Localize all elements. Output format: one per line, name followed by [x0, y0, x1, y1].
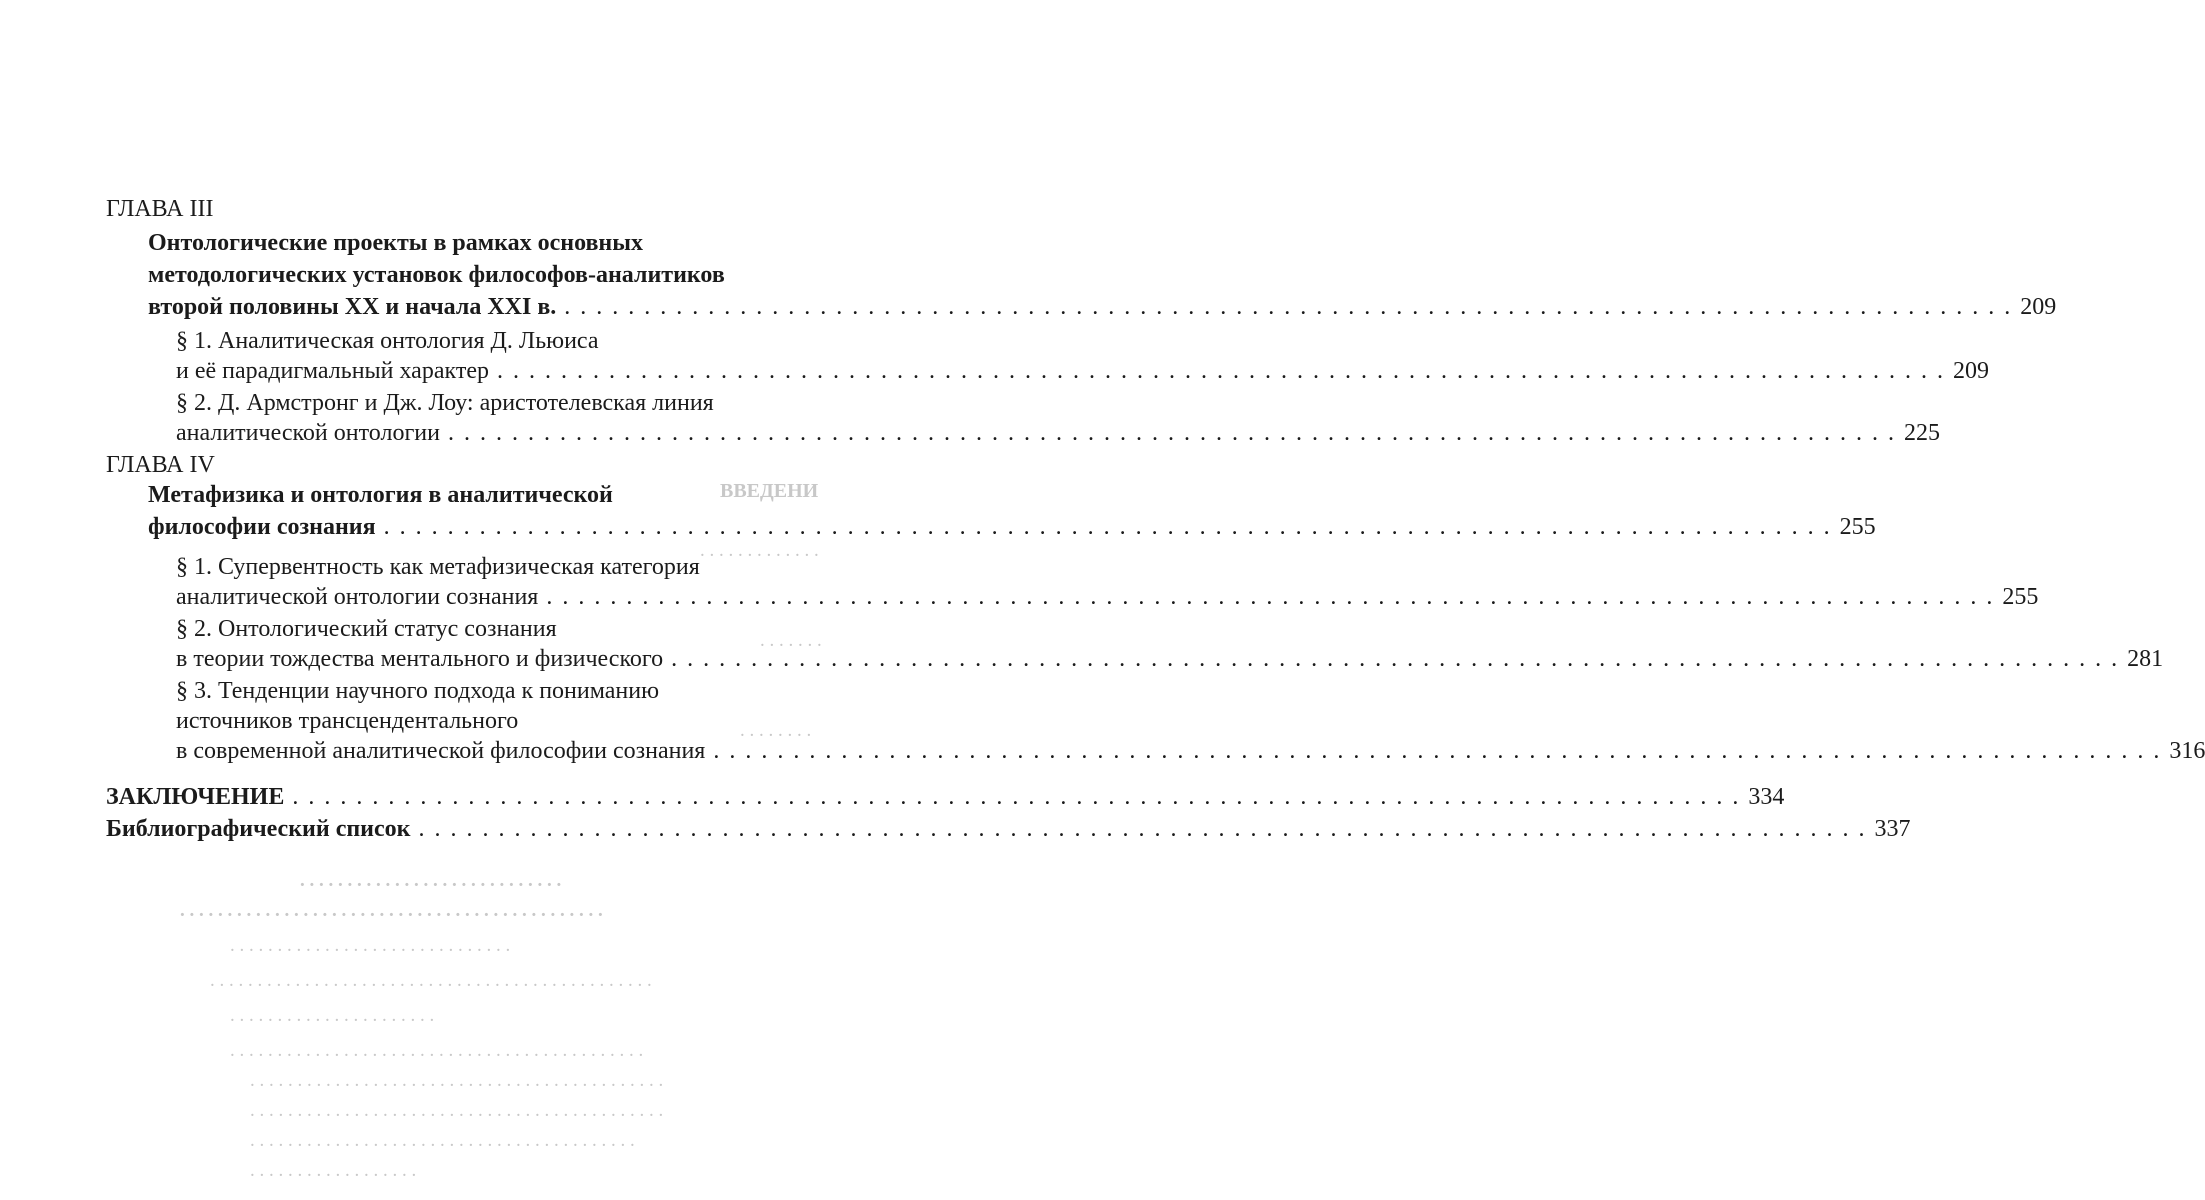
section-4-1-entry — [176, 582, 2039, 612]
ghost-text: . . . . . . . . . . . . . . . . . . . . . . . . . . . . . . — [230, 935, 511, 956]
chapter-4-label: ГЛАВА IV — [106, 452, 215, 478]
section-4-1-line-2: аналитической онтологии сознания — [176, 584, 539, 610]
section-4-1-line-1: § 1. Супервентность как метафизическая категория — [176, 554, 700, 580]
bibliography-entry — [106, 814, 1911, 844]
dot-leader: . . . . . . . . . . . . . . . . . . . . . . . . . . . . . . . . . . . . . . . . . . . . . . . . . . . . . . . . . . . . . . . . . . . . . . . . . . . . . . . . . . . . . . . . . . . — [713, 738, 2162, 764]
dot-leader: . . . . . . . . . . . . . . . . . . . . . . . . . . . . . . . . . . . . . . . . . . . . . . . . . . . . . . . . . . . . . . . . . . . . . . . . . . . . . . . . . . . . . . . . . . . — [383, 514, 1832, 540]
page-number: 316 — [2169, 738, 2205, 764]
section-3-2-line-1: § 2. Д. Армстронг и Дж. Лоу: аристотелевская линия — [176, 390, 714, 416]
section-3-1-entry — [176, 356, 1989, 386]
ghost-text: . . . . . . . . . . . . . . . . . . . . . . . . . . . . . . . . . . . . . . . . . . . . — [250, 1100, 664, 1121]
section-3-2-entry — [176, 418, 1940, 448]
ghost-text: ВВЕДЕНИ — [720, 480, 819, 502]
ghost-text: . . . . . . . . . . . . . . . . . . . . . . . . . . . . — [300, 870, 562, 891]
page-number: 281 — [2127, 646, 2164, 672]
chapter-3-label: ГЛАВА III — [106, 196, 214, 222]
dot-leader: . . . . . . . . . . . . . . . . . . . . . . . . . . . . . . . . . . . . . . . . . . . . . . . . . . . . . . . . . . . . . . . . . . . . . . . . . . . . . . . . . . . . . . . . . . . — [496, 358, 1945, 384]
ghost-text: . . . . . . . . . . . . . . . . . . . . . . . . . . . . . . . . . . . . . . . . . — [250, 1130, 635, 1151]
ghost-text: . . . . . . . . . . . . . . . . . . . . . . . . . . . . . . . . . . . . . . . . . . . . — [230, 1040, 644, 1061]
chapter-4-title-line-1: Метафизика и онтология в аналитической — [148, 482, 613, 508]
page-number: 337 — [1874, 816, 1911, 842]
page-number: 225 — [1903, 420, 1940, 446]
dot-leader: . . . . . . . . . . . . . . . . . . . . . . . . . . . . . . . . . . . . . . . . . . . . . . . . . . . . . . . . . . . . . . . . . . . . . . . . . . . . . . . . . . . . . . . . . . . — [418, 816, 1867, 842]
conclusion-label: ЗАКЛЮЧЕНИЕ — [106, 784, 285, 810]
chapter-3-title-line-3: второй половины XX и начала XXI в. — [148, 294, 557, 320]
page-number: 334 — [1748, 784, 1785, 810]
ghost-text: . . . . . . . . . . . . . — [700, 540, 819, 561]
section-3-2-line-2: аналитической онтологии — [176, 420, 440, 446]
dot-leader: . . . . . . . . . . . . . . . . . . . . . . . . . . . . . . . . . . . . . . . . . . . . . . . . . . . . . . . . . . . . . . . . . . . . . . . . . . . . . . . . . . . . . . . . . . . — [546, 584, 1995, 610]
section-3-1-line-1: § 1. Аналитическая онтология Д. Льюиса — [176, 328, 599, 354]
chapter-3-title-line-1: Онтологические проекты в рамках основных — [148, 230, 643, 256]
ghost-text: . . . . . . . . . . . . . . . . . . . . . . . . . . . . . . . . . . . . . . . . . . . . — [250, 1070, 664, 1091]
section-4-3-line-2: источников трансцендентального — [176, 708, 519, 734]
page-number: 209 — [1952, 358, 1989, 384]
section-4-3-entry — [176, 736, 2205, 766]
page-number: 209 — [2020, 294, 2057, 320]
dot-leader: . . . . . . . . . . . . . . . . . . . . . . . . . . . . . . . . . . . . . . . . . . . . . . . . . . . . . . . . . . . . . . . . . . . . . . . . . . . . . . . . . . . . . . . . . . . — [447, 420, 1896, 446]
page-number: 255 — [1839, 514, 1876, 540]
chapter-3-title-entry — [148, 292, 2057, 322]
ghost-text: . . . . . . . . . . . . . . . . . . . . . . . . . . . . . . . . . . . . . . . . . . . . . — [180, 900, 603, 921]
chapter-4-title-line-2: философии сознания — [148, 514, 376, 540]
section-4-3-line-3: в современной аналитической философии сознания — [176, 738, 706, 764]
section-4-2-line-2: в теории тождества ментального и физического — [176, 646, 664, 672]
section-3-1-line-2: и её парадигмальный характер — [176, 358, 489, 384]
bibliography-label: Библиографический список — [106, 816, 411, 842]
section-4-2-entry — [176, 644, 2164, 674]
ghost-text: . . . . . . . . . . . . . . . . . . . . . . — [230, 1005, 435, 1026]
ghost-text: . . . . . . . . . . . . . . . . . . — [250, 1160, 417, 1181]
ghost-text: . . . . . . . . — [740, 720, 812, 741]
page-number: 255 — [2002, 584, 2039, 610]
section-4-2-line-1: § 2. Онтологический статус сознания — [176, 616, 557, 642]
chapter-3-title-line-2: методологических установок философов-аналитиков — [148, 262, 725, 288]
chapter-4-title-entry — [148, 512, 1876, 542]
section-4-3-line-1: § 3. Тенденции научного подхода к пониманию — [176, 678, 660, 704]
dot-leader: . . . . . . . . . . . . . . . . . . . . . . . . . . . . . . . . . . . . . . . . . . . . . . . . . . . . . . . . . . . . . . . . . . . . . . . . . . . . . . . . . . . . . . . . . . . — [292, 784, 1741, 810]
ghost-text: . . . . . . . . . . . . . . . . . . . . . . . . . . . . . . . . . . . . . . . . . . . . . . . — [210, 970, 652, 991]
dot-leader: . . . . . . . . . . . . . . . . . . . . . . . . . . . . . . . . . . . . . . . . . . . . . . . . . . . . . . . . . . . . . . . . . . . . . . . . . . . . . . . . . . . . . . . . . . . — [671, 646, 2120, 672]
conclusion-entry — [106, 782, 1785, 812]
dot-leader: . . . . . . . . . . . . . . . . . . . . . . . . . . . . . . . . . . . . . . . . . . . . . . . . . . . . . . . . . . . . . . . . . . . . . . . . . . . . . . . . . . . . . . . . . . . — [564, 294, 2013, 320]
ghost-text: . . . . . . . — [760, 630, 822, 651]
